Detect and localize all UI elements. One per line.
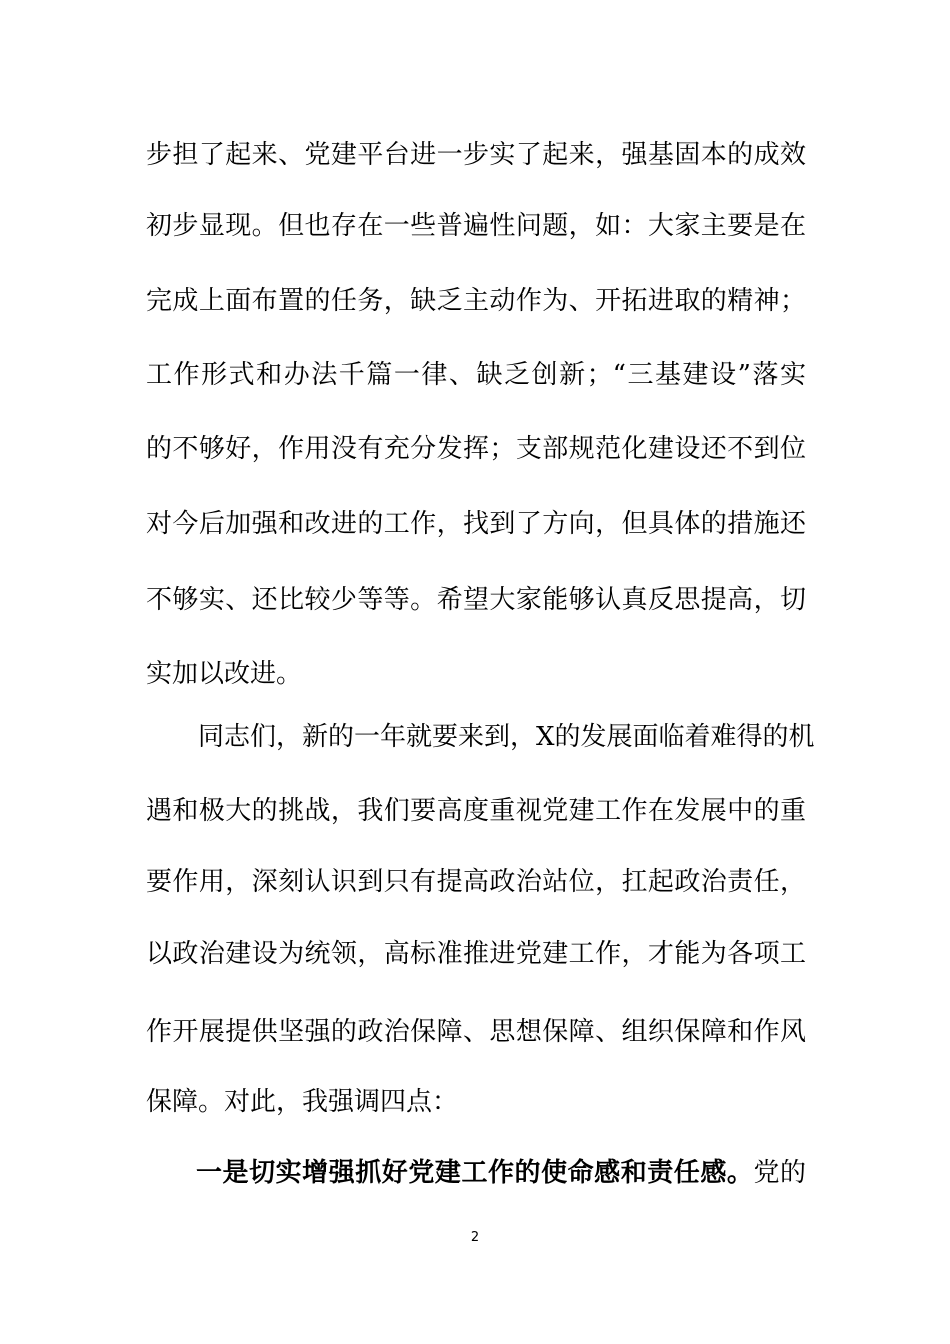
paragraph-1-line-7: 不够实、还比较少等等。希望大家能够认真反思提高，切	[146, 585, 806, 615]
paragraph-1-line-8: 实加以改进。	[146, 659, 303, 689]
paragraph-2-line-1: 同志们，新的一年就要来到，X的发展面临着难得的机	[198, 722, 815, 752]
paragraph-1-line-1: 步担了起来、党建平台进一步实了起来，强基固本的成效	[146, 140, 806, 170]
page-number: 2	[470, 1230, 480, 1245]
paragraph-1-line-3: 完成上面布置的任务，缺乏主动作为、开拓进取的精神；	[146, 286, 806, 316]
paragraph-2-line-2: 遇和极大的挑战，我们要高度重视党建工作在发展中的重	[146, 796, 806, 826]
paragraph-2-line-4: 以政治建设为统领，高标准推进党建工作，才能为各项工	[146, 939, 806, 969]
paragraph-3-continuation: 党的	[753, 1158, 806, 1188]
paragraph-3-line-1	[196, 1153, 806, 1193]
paragraph-1-line-4: 工作形式和办法千篇一律、缺乏创新；“三基建设”落实	[146, 360, 806, 390]
paragraph-2-line-3: 要作用，深刻认识到只有提高政治站位，扛起政治责任，	[146, 867, 806, 897]
paragraph-3-heading: 一是切实增强抓好党建工作的使命感和责任感。	[196, 1158, 754, 1188]
paragraph-2-line-6: 保障。对此，我强调四点：	[146, 1087, 459, 1117]
paragraph-1-line-5: 的不够好，作用没有充分发挥；支部规范化建设还不到位	[146, 434, 806, 464]
paragraph-1-line-2: 初步显现。但也存在一些普遍性问题，如：大家主要是在	[146, 211, 806, 241]
paragraph-2-line-5: 作开展提供坚强的政治保障、思想保障、组织保障和作风	[146, 1017, 806, 1047]
paragraph-1-line-6: 对今后加强和改进的工作，找到了方向，但具体的措施还	[146, 509, 806, 539]
